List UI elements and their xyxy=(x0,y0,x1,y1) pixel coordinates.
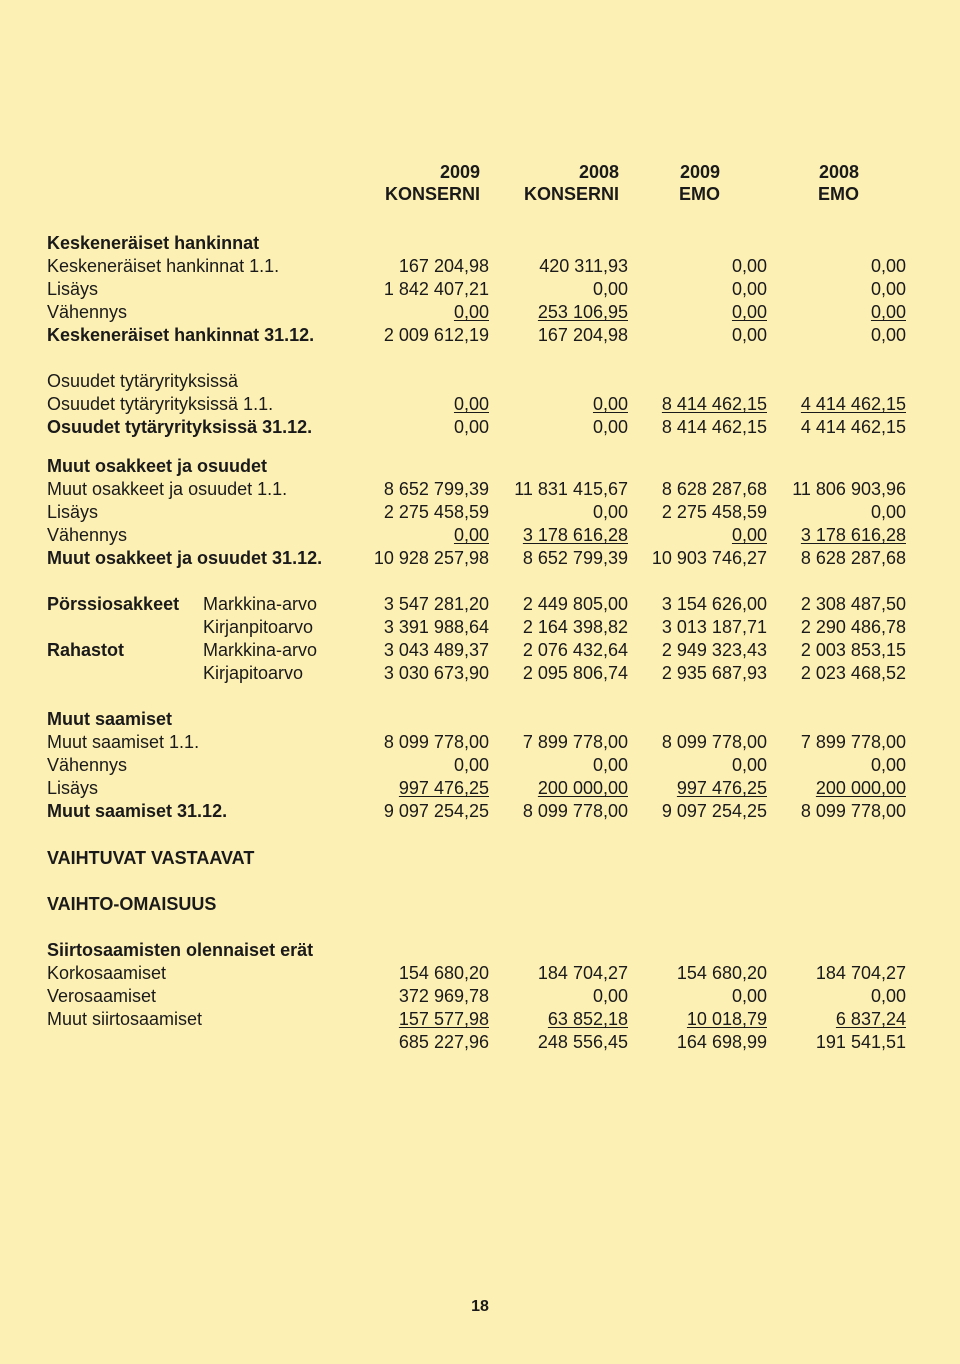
table-row xyxy=(47,324,907,347)
table-row xyxy=(47,662,907,685)
row-label: Vähennys xyxy=(47,755,128,775)
table-row xyxy=(47,255,907,278)
table-row xyxy=(47,985,907,1008)
value-cell: 0,00 xyxy=(453,417,489,437)
value-cell: 167 204,98 xyxy=(537,325,628,345)
value-cell: 0,00 xyxy=(731,325,767,345)
row-sublabel: Kirjanpitoarvo xyxy=(203,617,314,637)
row-label: Keskeneräiset hankinnat 31.12. xyxy=(47,325,315,345)
value-cell: 200 000,00 xyxy=(815,778,906,798)
column-year: 2009 xyxy=(439,162,480,182)
row-label: Pörssiosakkeet xyxy=(47,594,180,614)
row-label: Muut saamiset 1.1. xyxy=(47,732,200,752)
value-cell: 2 275 458,59 xyxy=(383,502,489,522)
value-cell: 8 414 462,15 xyxy=(661,417,767,437)
value-cell: 7 899 778,00 xyxy=(522,732,628,752)
value-cell: 2 164 398,82 xyxy=(522,617,628,637)
value-cell: 10 018,79 xyxy=(686,1009,767,1029)
table-row xyxy=(47,708,907,731)
value-cell: 3 013 187,71 xyxy=(661,617,767,637)
table-row xyxy=(47,616,907,639)
table-row xyxy=(47,800,907,823)
value-cell: 8 652 799,39 xyxy=(383,479,489,499)
table-row xyxy=(47,455,907,478)
value-cell: 200 000,00 xyxy=(537,778,628,798)
value-cell: 0,00 xyxy=(453,302,489,322)
value-cell: 420 311,93 xyxy=(539,256,628,276)
value-cell: 9 097 254,25 xyxy=(383,801,489,821)
column-header-emo-2008 xyxy=(818,161,859,205)
table-row xyxy=(47,1008,907,1031)
value-cell: 2 076 432,64 xyxy=(522,640,628,660)
value-cell: 2 935 687,93 xyxy=(661,663,767,683)
value-cell: 63 852,18 xyxy=(547,1009,628,1029)
row-label: Osuudet tytäryrityksissä 1.1. xyxy=(47,394,274,414)
value-cell: 3 547 281,20 xyxy=(383,594,489,614)
row-label: Vähennys xyxy=(47,525,128,545)
value-cell: 1 842 407,21 xyxy=(383,279,489,299)
column-year: 2008 xyxy=(578,162,619,182)
value-cell: 0,00 xyxy=(453,394,489,414)
value-cell: 997 476,25 xyxy=(398,778,489,798)
table-row xyxy=(47,301,907,324)
value-cell: 11 831 415,67 xyxy=(514,479,628,499)
row-label: Muut siirtosaamiset xyxy=(47,1009,203,1029)
value-cell: 7 899 778,00 xyxy=(800,732,906,752)
value-cell: 157 577,98 xyxy=(398,1009,489,1029)
value-cell: 2 290 486,78 xyxy=(800,617,906,637)
value-cell: 2 003 853,15 xyxy=(800,640,906,660)
value-cell: 0,00 xyxy=(592,502,628,522)
row-sublabel: Markkina-arvo xyxy=(203,594,318,614)
column-header-konserni-2008 xyxy=(524,161,619,205)
value-cell: 2 449 805,00 xyxy=(522,594,628,614)
table-row xyxy=(47,416,907,439)
value-cell: 164 698,99 xyxy=(676,1032,767,1052)
value-cell: 0,00 xyxy=(731,256,767,276)
value-cell: 0,00 xyxy=(870,325,906,345)
value-cell: 8 099 778,00 xyxy=(800,801,906,821)
table-row xyxy=(47,962,907,985)
column-header-konserni-2009 xyxy=(385,161,480,205)
table-row xyxy=(47,639,907,662)
table-row xyxy=(47,847,907,870)
column-header-emo-2009 xyxy=(679,161,720,205)
table-row xyxy=(47,939,907,962)
value-cell: 184 704,27 xyxy=(815,963,906,983)
table-row xyxy=(47,232,907,255)
column-year: 2008 xyxy=(818,162,859,182)
value-cell: 0,00 xyxy=(731,755,767,775)
row-label: Muut osakkeet ja osuudet 31.12. xyxy=(47,548,323,568)
row-label: Korkosaamiset xyxy=(47,963,167,983)
table-row xyxy=(47,593,907,616)
value-cell: 0,00 xyxy=(731,986,767,1006)
value-cell: 0,00 xyxy=(870,302,906,322)
column-entity: KONSERNI xyxy=(384,184,480,204)
value-cell: 3 391 988,64 xyxy=(383,617,489,637)
row-label: Lisäys xyxy=(47,279,99,299)
row-label: Osuudet tytäryrityksissä 31.12. xyxy=(47,417,313,437)
row-label: Siirtosaamisten olennaiset erät xyxy=(47,940,314,960)
column-year: 2009 xyxy=(679,162,720,182)
row-label: VAIHTO-OMAISUUS xyxy=(47,894,217,914)
table-row xyxy=(47,754,907,777)
value-cell: 372 969,78 xyxy=(398,986,489,1006)
value-cell: 8 099 778,00 xyxy=(661,732,767,752)
value-cell: 0,00 xyxy=(731,525,767,545)
value-cell: 3 178 616,28 xyxy=(522,525,628,545)
value-cell: 184 704,27 xyxy=(537,963,628,983)
value-cell: 2 308 487,50 xyxy=(800,594,906,614)
table-row xyxy=(47,731,907,754)
value-cell: 0,00 xyxy=(870,279,906,299)
row-label: Muut saamiset xyxy=(47,709,173,729)
value-cell: 9 097 254,25 xyxy=(661,801,767,821)
value-cell: 2 009 612,19 xyxy=(383,325,489,345)
row-sublabel: Kirjapitoarvo xyxy=(203,663,304,683)
value-cell: 0,00 xyxy=(731,302,767,322)
value-cell: 4 414 462,15 xyxy=(800,417,906,437)
row-label: Lisäys xyxy=(47,778,99,798)
value-cell: 0,00 xyxy=(870,256,906,276)
value-cell: 4 414 462,15 xyxy=(800,394,906,414)
value-cell: 0,00 xyxy=(592,417,628,437)
value-cell: 0,00 xyxy=(592,986,628,1006)
table-row xyxy=(47,893,907,916)
page-number: 18 xyxy=(471,1298,489,1315)
value-cell: 8 628 287,68 xyxy=(661,479,767,499)
row-label: Rahastot xyxy=(47,640,125,660)
value-cell: 3 030 673,90 xyxy=(383,663,489,683)
table-row xyxy=(47,524,907,547)
value-cell: 10 928 257,98 xyxy=(373,548,489,568)
table-row xyxy=(47,478,907,501)
value-cell: 0,00 xyxy=(592,279,628,299)
value-cell: 11 806 903,96 xyxy=(792,479,906,499)
value-cell: 8 652 799,39 xyxy=(522,548,628,568)
value-cell: 3 154 626,00 xyxy=(661,594,767,614)
value-cell: 154 680,20 xyxy=(398,963,489,983)
column-entity: KONSERNI xyxy=(523,184,619,204)
row-sublabel: Markkina-arvo xyxy=(203,640,318,660)
row-label: Muut saamiset 31.12. xyxy=(47,801,228,821)
table-row xyxy=(47,501,907,524)
value-cell: 0,00 xyxy=(592,755,628,775)
value-cell: 2 023 468,52 xyxy=(800,663,906,683)
value-cell: 2 275 458,59 xyxy=(661,502,767,522)
value-cell: 3 178 616,28 xyxy=(800,525,906,545)
value-cell: 6 837,24 xyxy=(835,1009,906,1029)
table-row xyxy=(47,777,907,800)
table-row xyxy=(47,1031,907,1054)
value-cell: 3 043 489,37 xyxy=(383,640,489,660)
value-cell: 0,00 xyxy=(870,755,906,775)
row-label: VAIHTUVAT VASTAAVAT xyxy=(47,848,255,868)
column-entity: EMO xyxy=(817,184,859,204)
table-row xyxy=(47,393,907,416)
row-label: Osuudet tytäryrityksissä xyxy=(47,371,239,391)
row-label: Muut osakkeet ja osuudet xyxy=(47,456,268,476)
value-cell: 2 095 806,74 xyxy=(522,663,628,683)
value-cell: 0,00 xyxy=(453,525,489,545)
row-label: Vähennys xyxy=(47,302,128,322)
value-cell: 685 227,96 xyxy=(398,1032,489,1052)
value-cell: 8 414 462,15 xyxy=(661,394,767,414)
value-cell: 0,00 xyxy=(731,279,767,299)
value-cell: 0,00 xyxy=(592,394,628,414)
row-label: Keskeneräiset hankinnat 1.1. xyxy=(47,256,280,276)
value-cell: 154 680,20 xyxy=(676,963,767,983)
value-cell: 8 628 287,68 xyxy=(800,548,906,568)
value-cell: 0,00 xyxy=(453,755,489,775)
table-row xyxy=(47,370,907,393)
row-label: Lisäys xyxy=(47,502,99,522)
table-row xyxy=(47,547,907,570)
row-label: Keskeneräiset hankinnat xyxy=(47,233,260,253)
value-cell: 8 099 778,00 xyxy=(383,732,489,752)
row-label: Verosaamiset xyxy=(47,986,157,1006)
value-cell: 0,00 xyxy=(870,502,906,522)
value-cell: 0,00 xyxy=(870,986,906,1006)
value-cell: 10 903 746,27 xyxy=(651,548,767,568)
value-cell: 2 949 323,43 xyxy=(661,640,767,660)
value-cell: 191 541,51 xyxy=(815,1032,906,1052)
value-cell: 8 099 778,00 xyxy=(522,801,628,821)
table-row xyxy=(47,278,907,301)
value-cell: 167 204,98 xyxy=(398,256,489,276)
value-cell: 248 556,45 xyxy=(537,1032,628,1052)
value-cell: 997 476,25 xyxy=(676,778,767,798)
column-entity: EMO xyxy=(678,184,720,204)
value-cell: 253 106,95 xyxy=(537,302,628,322)
row-label: Muut osakkeet ja osuudet 1.1. xyxy=(47,479,288,499)
